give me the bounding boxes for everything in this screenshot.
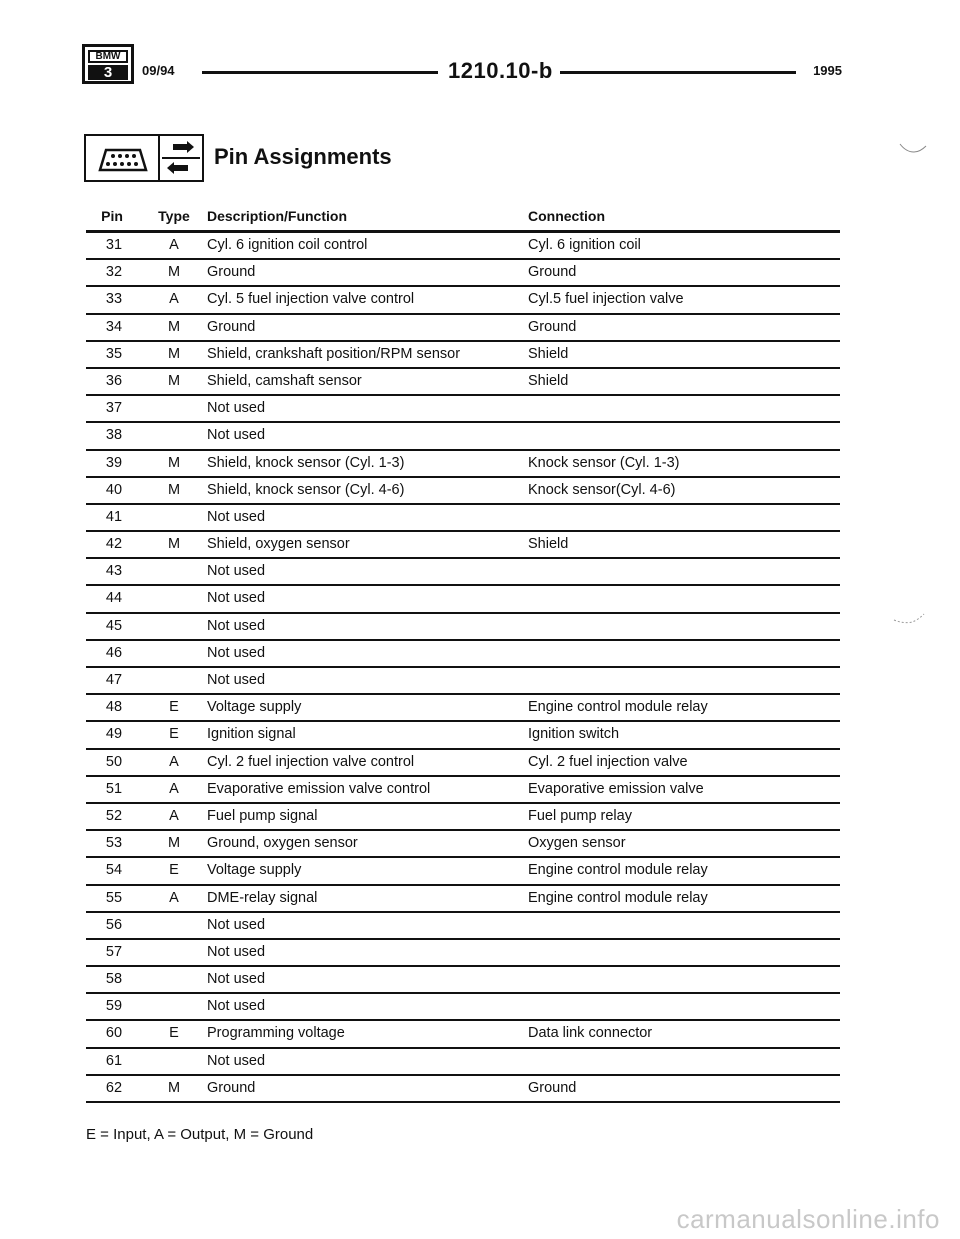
description-cell: Ground, oxygen sensor: [207, 835, 358, 852]
table-row: [86, 967, 840, 994]
description-cell: Not used: [207, 508, 266, 525]
description-cell: Not used: [207, 617, 266, 634]
type-cell: M: [167, 1079, 181, 1096]
connection-cell: Engine control module relay: [528, 699, 708, 716]
connection-cell: Ground: [528, 318, 577, 335]
type-cell: E: [169, 1025, 179, 1042]
table-row: [86, 505, 840, 532]
connection-cell: Ignition switch: [528, 726, 620, 743]
bmw-3-series-badge-icon: [82, 44, 134, 84]
type-cell: M: [167, 345, 181, 362]
pin-cell: 46: [105, 644, 123, 661]
connection-cell: Fuel pump relay: [528, 807, 632, 824]
pin-cell: 50: [105, 753, 123, 770]
type-legend: E = Input, A = Output, M = Ground: [86, 1126, 314, 1143]
table-header: [86, 204, 840, 233]
table-row: [86, 695, 840, 722]
table-row: [86, 451, 840, 478]
type-cell: A: [169, 753, 179, 770]
type-cell: A: [169, 889, 179, 906]
description-cell: Shield, knock sensor (Cyl. 4-6): [207, 481, 405, 498]
description-cell: Not used: [207, 943, 266, 960]
table-row: [86, 940, 840, 967]
description-cell: Evaporative emission valve control: [207, 780, 431, 797]
table-row: [86, 260, 840, 287]
connection-cell: Shield: [528, 372, 569, 389]
description-cell: DME-relay signal: [207, 889, 318, 906]
pin-cell: 32: [105, 264, 123, 281]
pin-cell: 47: [105, 672, 123, 688]
column-header-pin: Pin: [101, 208, 123, 224]
pin-cell: 43: [105, 563, 123, 580]
type-cell: M: [167, 536, 181, 553]
connection-cell: Engine control module relay: [528, 889, 708, 906]
column-header-connection: Connection: [528, 208, 605, 224]
pin-cell: 51: [105, 780, 123, 797]
pin-cell: 52: [105, 807, 123, 824]
table-row: [86, 913, 840, 940]
connection-cell: Shield: [528, 345, 569, 362]
pin-cell: 37: [105, 400, 123, 417]
table-row: [86, 722, 840, 749]
table-row: [86, 994, 840, 1021]
table-row: [86, 396, 840, 423]
document-code: 1210.10-b: [448, 58, 553, 83]
table-row: [86, 804, 840, 831]
connection-cell: Shield: [528, 536, 569, 553]
type-cell: M: [167, 454, 181, 471]
scan-mark: [898, 140, 928, 156]
description-cell: Cyl. 2 fuel injection valve control: [207, 753, 415, 770]
type-cell: A: [169, 780, 179, 797]
connection-cell: Cyl. 6 ignition coil: [528, 237, 641, 253]
pin-cell: 41: [105, 508, 123, 525]
pin-cell: 60: [105, 1025, 123, 1042]
pin-cell: 42: [105, 536, 123, 553]
connection-cell: Data link connector: [528, 1025, 653, 1042]
description-cell: Shield, camshaft sensor: [207, 372, 362, 389]
type-cell: E: [169, 862, 179, 879]
pin-cell: 58: [105, 971, 123, 988]
type-cell: E: [169, 699, 179, 716]
page-header: [82, 44, 842, 84]
badge-brand: BMW: [88, 50, 128, 63]
type-cell: M: [167, 318, 181, 335]
pin-cell: 56: [105, 916, 123, 933]
type-cell: A: [169, 291, 179, 308]
table-row: [86, 478, 840, 505]
table-row: [86, 532, 840, 559]
header-year: 1995: [813, 63, 842, 78]
table-row: [86, 777, 840, 804]
connection-cell: Evaporative emission valve: [528, 780, 704, 797]
scan-mark: [892, 612, 926, 626]
table-row: [86, 369, 840, 396]
connection-cell: Oxygen sensor: [528, 835, 626, 852]
description-cell: Cyl. 6 ignition coil control: [207, 237, 368, 253]
type-cell: E: [169, 726, 179, 743]
connection-cell: Engine control module relay: [528, 862, 708, 879]
pin-cell: 48: [105, 699, 123, 716]
description-cell: Not used: [207, 672, 266, 688]
table-row: [86, 1076, 840, 1103]
table-row: [86, 831, 840, 858]
description-cell: Not used: [207, 1052, 266, 1069]
description-cell: Shield, crankshaft position/RPM sensor: [207, 345, 461, 362]
description-cell: Not used: [207, 998, 266, 1015]
table-row: [86, 886, 840, 913]
description-cell: Not used: [207, 590, 266, 607]
table-row: [86, 668, 840, 695]
table-row: [86, 858, 840, 885]
input-output-arrows-icon: [158, 134, 204, 182]
description-cell: Programming voltage: [207, 1025, 345, 1042]
pin-cell: 35: [105, 345, 123, 362]
table-row: [86, 342, 840, 369]
pin-cell: 40: [105, 481, 123, 498]
connector-icon: [84, 134, 160, 182]
column-header-type: Type: [158, 208, 190, 224]
table-row: [86, 315, 840, 342]
type-cell: M: [167, 481, 181, 498]
pin-cell: 62: [105, 1079, 123, 1096]
header-rule-right: [560, 71, 796, 74]
pin-cell: 39: [105, 454, 123, 471]
type-cell: A: [169, 237, 179, 253]
pin-cell: 53: [105, 835, 123, 852]
badge-series: 3: [88, 65, 128, 80]
pin-cell: 61: [105, 1052, 123, 1069]
watermark: carmanualsonline.info: [676, 1204, 940, 1234]
table-row: [86, 287, 840, 314]
pin-cell: 38: [105, 427, 123, 444]
table-row: [86, 559, 840, 586]
description-cell: Ground: [207, 1079, 256, 1096]
description-cell: Not used: [207, 400, 266, 417]
header-rule-left: [202, 71, 438, 74]
description-cell: Not used: [207, 427, 266, 444]
pin-cell: 49: [105, 726, 123, 743]
column-header-description: Description/Function: [207, 208, 347, 224]
description-cell: Not used: [207, 563, 266, 580]
connection-cell: Knock sensor (Cyl. 1-3): [528, 454, 680, 471]
pin-cell: 59: [105, 998, 123, 1015]
description-cell: Voltage supply: [207, 699, 302, 716]
pin-cell: 44: [105, 590, 123, 607]
pin-cell: 31: [105, 237, 123, 253]
connection-cell: Ground: [528, 1079, 577, 1096]
connection-cell: Cyl.5 fuel injection valve: [528, 291, 684, 308]
description-cell: Ground: [207, 318, 256, 335]
pin-cell: 57: [105, 943, 123, 960]
table-row: [86, 1049, 840, 1076]
type-cell: A: [169, 807, 179, 824]
type-cell: M: [167, 264, 181, 281]
connection-cell: Ground: [528, 264, 577, 281]
type-cell: M: [167, 372, 181, 389]
connection-cell: Cyl. 2 fuel injection valve: [528, 753, 688, 770]
pin-assignment-table: [86, 204, 840, 1103]
table-row: [86, 750, 840, 777]
table-row: [86, 641, 840, 668]
description-cell: Not used: [207, 971, 266, 988]
connection-cell: Knock sensor(Cyl. 4-6): [528, 481, 676, 498]
description-cell: Cyl. 5 fuel injection valve control: [207, 291, 415, 308]
pin-cell: 36: [105, 372, 123, 389]
description-cell: Not used: [207, 916, 266, 933]
description-cell: Not used: [207, 644, 266, 661]
table-body: [86, 233, 840, 1103]
pin-cell: 54: [105, 862, 123, 879]
pin-cell: 55: [105, 889, 123, 906]
table-row: [86, 1021, 840, 1048]
description-cell: Ignition signal: [207, 726, 296, 743]
description-cell: Voltage supply: [207, 862, 302, 879]
table-row: [86, 423, 840, 450]
pin-cell: 33: [105, 291, 123, 308]
type-cell: M: [167, 835, 181, 852]
description-cell: Ground: [207, 264, 256, 281]
pin-cell: 45: [105, 617, 123, 634]
header-date: 09/94: [142, 63, 175, 78]
table-row: [86, 233, 840, 260]
page-title: Pin Assignments: [214, 144, 392, 169]
table-row: [86, 586, 840, 613]
description-cell: Shield, knock sensor (Cyl. 1-3): [207, 454, 405, 471]
description-cell: Fuel pump signal: [207, 807, 318, 824]
table-row: [86, 614, 840, 641]
description-cell: Shield, oxygen sensor: [207, 536, 350, 553]
pin-cell: 34: [105, 318, 123, 335]
